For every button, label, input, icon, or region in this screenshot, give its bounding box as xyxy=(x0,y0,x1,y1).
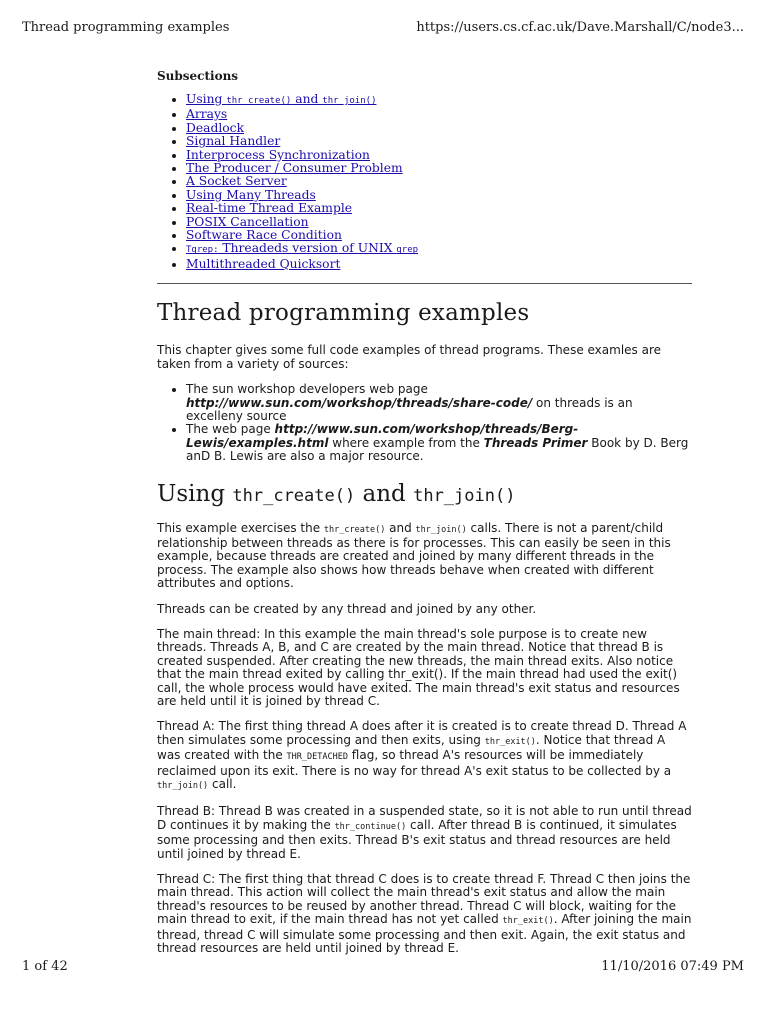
subsections-list xyxy=(157,93,692,271)
list-item xyxy=(186,93,692,108)
list-item xyxy=(186,242,692,257)
book-title: Threads Primer xyxy=(483,435,588,450)
subsection-link[interactable]: Real-time Thread Example xyxy=(186,201,353,216)
intro-paragraph: This chapter gives some full code examples of thread programs. These examles are taken from a variety of sources: xyxy=(157,343,662,371)
subsection-link[interactable]: Deadlock xyxy=(186,120,245,135)
list-item xyxy=(186,202,692,215)
list-item xyxy=(186,258,692,271)
subsection-link[interactable]: Using Many Threads xyxy=(186,187,316,202)
list-item xyxy=(186,229,692,242)
list-item: • The web page http://www.sun.com/workshop/threads/Berg-Lewis/examples.html where example from the Threads Primer Book by D. Berg anD B. Lewis are also a major resource. xyxy=(186,423,692,463)
subsection-link-using[interactable]: Using thr_create() and thr_join() xyxy=(186,92,377,106)
subsections-title: Subsections xyxy=(157,69,239,83)
paragraph: This example exercises the thr_create() and thr_join() calls. There is not a parent/child relationship between threads as there is for processes. This can easily be seen in this example, because threads are created and joined by many different threads in the process. The example also shows how threads behave when created with different attributes and options. xyxy=(157,520,671,591)
list-item xyxy=(186,216,692,229)
source-url: http://www.sun.com/workshop/threads/share-code/ xyxy=(186,395,533,410)
list-item xyxy=(186,162,692,175)
subsection-link[interactable]: Interprocess Synchronization xyxy=(186,147,370,162)
section-heading: Using thr_create() and thr_join() xyxy=(157,480,516,507)
subsection-link[interactable]: The Producer / Consumer Problem xyxy=(186,161,403,176)
page-title: Thread programming examples xyxy=(157,300,530,327)
list-item xyxy=(186,135,692,148)
subsection-link[interactable]: Arrays xyxy=(186,107,228,122)
source-url: http://www.sun.com/workshop/threads/Berg-Lewis/examples.html xyxy=(186,422,579,450)
paragraph: Thread A: The first thing thread A does after it is created is to create thread D. Thread A then simulates some processing and then exits, using thr_exit(). Notice that thread A was created with the THR_DETACHED flag, so thread A's resources will be immediately reclaimed upon its exit. There is no way for thread A's exit status to be collected by a thr_join() call. xyxy=(157,719,687,792)
paragraph: Thread C: The first thing that thread C does is to create thread F. Thread C then joins the main thread. This action will collect the main thread's exit status and allow the main thread's resources to be reused by another thread. Thread C will block, waiting for the main thread to exit, if the main thread has not yet called thr_exit(). After joining the main thread, thread C will simulate some processing and then exit. Again, the exit status and thread resources are held until joined by thread E. xyxy=(157,872,692,956)
sources-list xyxy=(157,383,692,463)
list-item xyxy=(186,108,692,121)
list-item xyxy=(186,175,692,188)
subsection-link[interactable]: POSIX Cancellation xyxy=(186,214,309,229)
subsection-link[interactable]: Multithreaded Quicksort xyxy=(186,256,341,271)
print-footer-page: 1 of 42 xyxy=(22,959,68,974)
list-item xyxy=(186,149,692,162)
subsection-link[interactable]: Signal Handler xyxy=(186,134,281,149)
print-header-url: https://users.cs.cf.ac.uk/Dave.Marshall/C/node3... xyxy=(416,20,744,35)
list-item: • The sun workshop developers web page http://www.sun.com/workshop/threads/share-code/ on threads is an excelleny source xyxy=(186,383,692,423)
subsection-link[interactable]: A Socket Server xyxy=(186,174,287,189)
subsection-link-tgrep[interactable]: Tgrep: Threadeds version of UNIX grep xyxy=(186,241,419,256)
list-item xyxy=(186,122,692,135)
document-body xyxy=(157,66,692,968)
subsection-link[interactable]: Software Race Condition xyxy=(186,228,342,243)
paragraph: Threads can be created by any thread and joined by any other. xyxy=(157,601,537,616)
print-footer-datetime: 11/10/2016 07:49 PM xyxy=(601,959,744,974)
paragraph: The main thread: In this example the main thread's sole purpose is to create new threads. Threads A, B, and C are created by the main thread. Notice that thread B is created suspended. After creating the new threads, the main thread exits. Also notice that the main thread exited by calling thr_exit(). If the main thread had used the exit() call, the whole process would have exited. The main thread's exit status and resources are held until it is joined by thread C. xyxy=(157,626,680,708)
paragraph: Thread B: Thread B was created in a suspended state, so it is not able to run until thread D continues it by making the thr_continue() call. After thread B is continued, it simulates some processing and then exits. Thread B's exit status and thread resources are held until joined by thread E. xyxy=(157,804,692,861)
list-item xyxy=(186,189,692,202)
print-header-title: Thread programming examples xyxy=(22,20,230,35)
divider xyxy=(157,283,692,284)
